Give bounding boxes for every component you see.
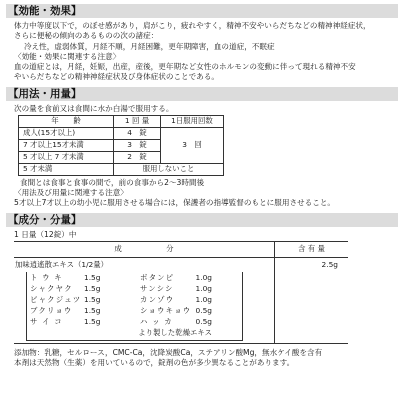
age-cell: 5 才未満 xyxy=(19,163,114,175)
usage-note: 食間とは食事と食事の間で，前の食事から2～3時間後 xyxy=(20,177,205,187)
herb-name: サ イ コ xyxy=(30,317,63,327)
header-times: 1日服用回数 xyxy=(161,115,224,127)
composition-table xyxy=(14,241,348,344)
herb-name: ブクリョウ xyxy=(30,306,73,316)
herb-amount: 1.5g xyxy=(84,306,101,316)
age-cell: 5 才以上 7 才未満 xyxy=(19,151,114,163)
efficacy-line: 体力中等度以下で，のぼせ感があり，肩がこり，疲れやすく，精神不安やいらだちなどの精神神経症状， xyxy=(14,21,371,30)
age-cell: 成人(15才以上) xyxy=(19,127,114,139)
herb-name: カンゾウ xyxy=(140,295,175,305)
daily-amount-label: 1 日量（12錠）中 xyxy=(14,229,77,239)
herb-amount: 0.5g xyxy=(195,317,212,327)
efficacy-heading: 【 効能・効果 】 xyxy=(6,4,398,18)
efficacy-note: 血の道症とは，月経，妊娠，出産，産後，更年期など女性のホルモンの変動に伴って現れる精神不安 xyxy=(14,62,356,71)
list-item xyxy=(30,306,212,317)
list-item xyxy=(30,295,212,306)
herb-name: ビャクジュツ xyxy=(30,295,82,305)
usage-note: 5才以上7才以上の幼小児に服用させる場合には，保護者の指導監督のもとに服用させること。 xyxy=(14,198,336,208)
herb-amount: 1.0g xyxy=(195,295,212,305)
herb-breakdown-box xyxy=(26,272,243,341)
header-age: 年 齢 xyxy=(19,115,114,127)
list-item xyxy=(30,273,212,284)
composition-heading: 【 成分・分量 】 xyxy=(6,213,398,227)
header-content-amount: 含 有 量 xyxy=(275,241,349,257)
list-item xyxy=(30,317,212,328)
herb-name: ハ ッ カ xyxy=(140,317,173,327)
natural-product-note: 本剤は天然物（生薬）を用いているので，錠剤の色が多少異なることがあります。 xyxy=(14,358,295,367)
efficacy-line: さらに便秘の傾向のあるものの次の諸症： xyxy=(14,31,159,41)
herb-amount: 0.5g xyxy=(195,306,212,316)
herb-name: ショウキョウ xyxy=(140,306,192,316)
herb-amount: 1.5g xyxy=(84,273,101,283)
herb-name: サンシシ xyxy=(140,284,174,294)
main-ingredient-amount: 2.5g xyxy=(275,257,349,272)
efficacy-note-heading: 〈効能・効果に関連する注意〉 xyxy=(14,51,121,61)
efficacy-symptoms: 冷え性，虚弱体質，月経不順，月経困難，更年期障害，血の道症，不眠症 xyxy=(24,41,275,51)
usage-heading: 【 用法・用量 】 xyxy=(6,87,398,101)
herb-amount: 1.0g xyxy=(195,273,212,283)
table-header-row xyxy=(19,115,224,127)
extract-note: より製した乾燥エキス xyxy=(138,328,212,338)
table-header-row xyxy=(14,241,348,257)
header-component: 成 分 xyxy=(14,241,275,257)
efficacy-note: やいらだちなどの精神神経症状及び身体症状のことである。 xyxy=(14,72,220,82)
table-bottom-rule xyxy=(14,341,348,344)
list-item xyxy=(30,284,212,295)
herb-name: シャクヤク xyxy=(30,284,73,294)
amount-cell: 2 錠 xyxy=(114,151,161,163)
table-row xyxy=(14,257,348,272)
herb-list xyxy=(30,273,212,339)
amount-cell: 3 錠 xyxy=(114,139,161,151)
additives-text: 添加物：乳糖，セルロース，CMC-Ca，沈降炭酸Ca，ステアリン酸Mg，無水ケイ酸を含有 xyxy=(14,347,323,357)
table-row xyxy=(19,127,224,139)
herb-name: ト ウ キ xyxy=(30,273,63,283)
herb-amount: 1.5g xyxy=(84,317,101,327)
times-cell: 3 回 xyxy=(161,127,224,163)
usage-intro: 次の量を食前又は食間に水か白湯で服用する。 xyxy=(14,103,174,113)
table-row xyxy=(19,163,224,175)
main-ingredient: 加味逍遙散エキス（1/2量） xyxy=(15,259,109,269)
amount-cell: 4 錠 xyxy=(114,127,161,139)
usage-note-heading: 〈用法及び用量に関連する注意〉 xyxy=(14,188,128,197)
not-for-use-cell: 服用しないこと xyxy=(114,163,224,175)
dosage-table xyxy=(18,115,224,176)
header-amount: 1 回 量 xyxy=(114,115,161,127)
herb-amount: 1.5g xyxy=(84,284,101,294)
age-cell: 7 才以上15才未満 xyxy=(19,139,114,151)
leaflet xyxy=(6,4,398,368)
herb-amount: 1.0g xyxy=(195,284,212,294)
herb-name: ボタンピ xyxy=(140,273,175,283)
herb-amount: 1.5g xyxy=(84,295,101,305)
